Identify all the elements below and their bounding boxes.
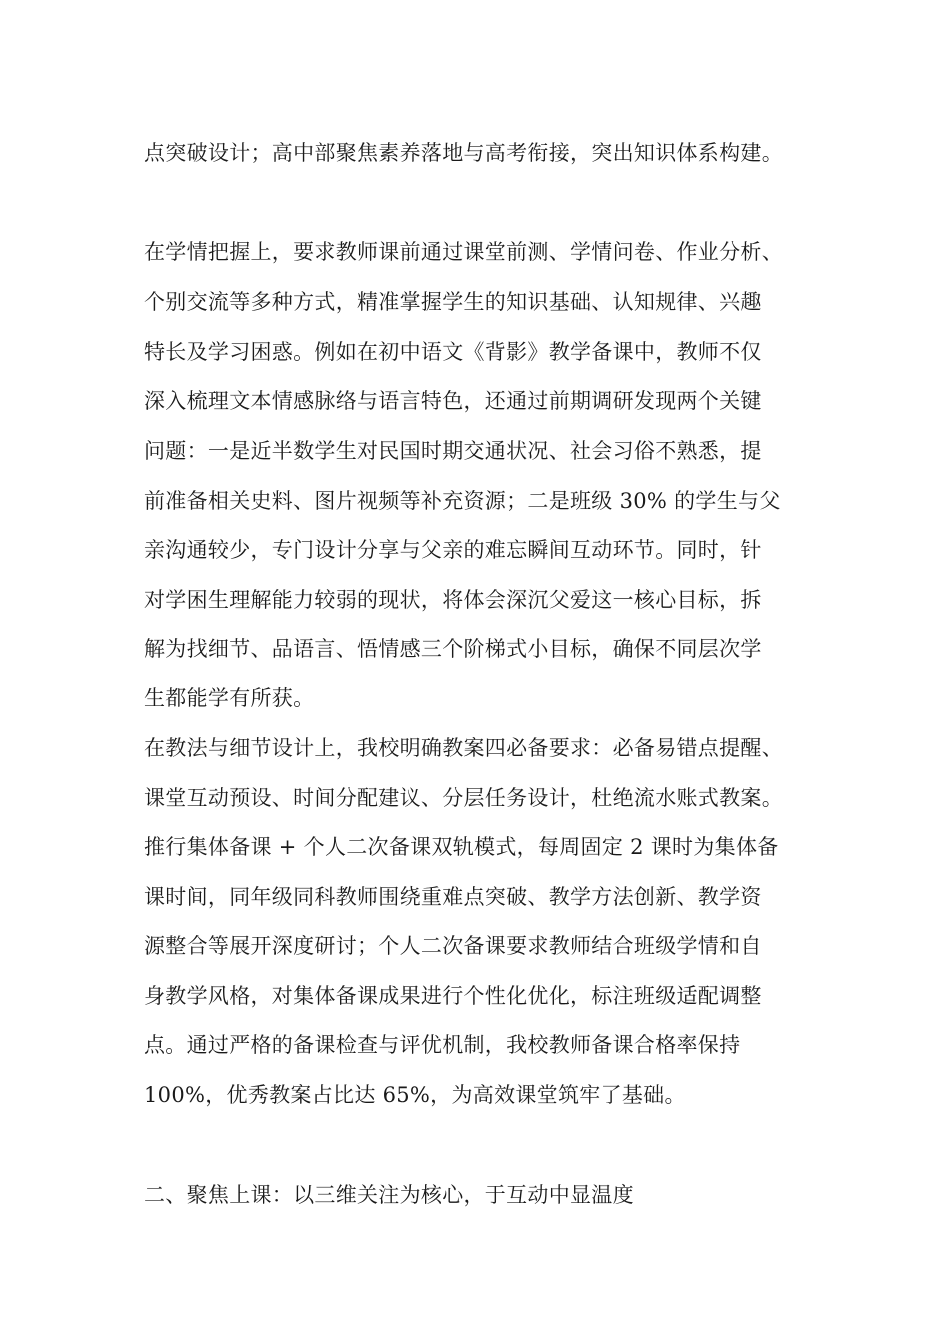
paragraph-line: 在学情把握上，要求教师课前通过课堂前测、学情问卷、作业分析、 xyxy=(144,240,783,264)
paragraph-line: 推行集体备课 + 个人二次备课双轨模式，每周固定 2 课时为集体备 xyxy=(144,835,779,859)
paragraph-line: 个别交流等多种方式，精准掌握学生的知识基础、认知规律、兴趣 xyxy=(144,290,762,314)
paragraph-line: 生都能学有所获。 xyxy=(144,686,315,710)
paragraph-line: 身教学风格，对集体备课成果进行个性化优化，标注班级适配调整 xyxy=(144,984,762,1008)
paragraph-line: 课堂互动预设、时间分配建议、分层任务设计，杜绝流水账式教案。 xyxy=(144,786,783,810)
paragraph-line: 在教法与细节设计上，我校明确教案四必备要求：必备易错点提醒、 xyxy=(144,736,783,760)
paragraph-line: 亲沟通较少，专门设计分享与父亲的难忘瞬间互动环节。同时，针 xyxy=(144,538,762,562)
paragraph-line: 问题：一是近半数学生对民国时期交通状况、社会习俗不熟悉，提 xyxy=(144,439,762,463)
paragraph-line: 深入梳理文本情感脉络与语言特色，还通过前期调研发现两个关键 xyxy=(144,389,762,413)
paragraph-line: 点。通过严格的备课检查与评优机制，我校教师备课合格率保持 xyxy=(144,1033,741,1057)
paragraph-line: 100%，优秀教案占比达 65%，为高效课堂筑牢了基础。 xyxy=(144,1083,686,1107)
paragraph-line: 解为找细节、品语言、悟情感三个阶梯式小目标，确保不同层次学 xyxy=(144,637,762,661)
paragraph-line: 特长及学习困惑。例如在初中语文《背影》教学备课中，教师不仅 xyxy=(144,340,762,364)
paragraph-line: 课时间，同年级同科教师围绕重难点突破、教学方法创新、教学资 xyxy=(144,885,762,909)
paragraph-line: 点突破设计；高中部聚焦素养落地与高考衔接，突出知识体系构建。 xyxy=(144,141,783,165)
paragraph-line: 源整合等展开深度研讨；个人二次备课要求教师结合班级学情和自 xyxy=(144,934,762,958)
paragraph-line: 对学困生理解能力较弱的现状，将体会深沉父爱这一核心目标，拆 xyxy=(144,588,762,612)
section-heading: 二、聚焦上课：以三维关注为核心，于互动中显温度 xyxy=(144,1183,634,1207)
paragraph-line: 前准备相关史料、图片视频等补充资源；二是班级 30% 的学生与父 xyxy=(144,489,781,513)
